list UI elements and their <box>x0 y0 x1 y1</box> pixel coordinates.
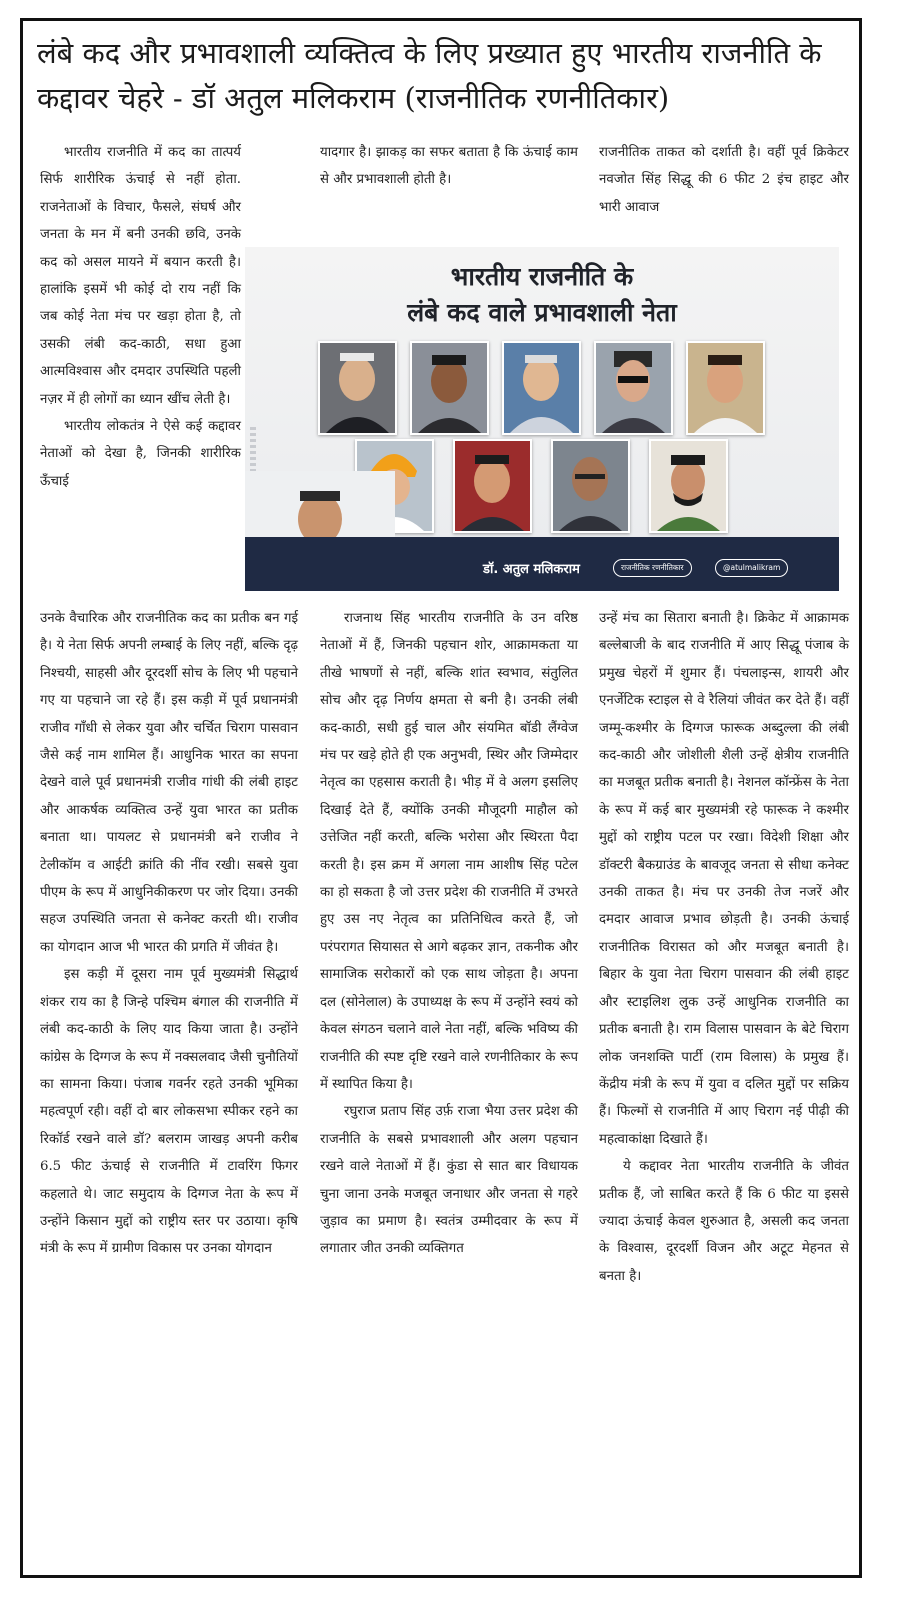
banner-title-line-1: भारतीय राजनीति के <box>450 262 634 291</box>
leader-portrait <box>594 341 673 435</box>
banner-title-line-2: लंबे कद वाले प्रभावशाली नेता <box>407 298 677 327</box>
article-paragraph: भारतीय राजनीति में कद का तात्पर्य सिर्फ शारीरिक ऊंचाई से नहीं होता. राजनेताओं के विचार, फैसले, संघर्ष और जनता के मन में बनी उनकी छवि, उनके कद को असल मायने में बयान करती है। हालांकि इसमें भी कोई दो राय नहीं कि जब कोई नेता मंच पर खड़ा होता है, तो उसकी लंबी कद-काठी, सधा हुआ आत्मविश्वास और दमदार उपस्थिति पहली नज़र में ही लोगों का ध्यान खींच लेती है। <box>40 145 241 407</box>
leader-portrait <box>649 439 728 533</box>
article-column-3-top <box>599 139 849 221</box>
article-column-1-top <box>40 139 241 495</box>
article-paragraph: राजनाथ सिंह भारतीय राजनीति के उन वरिष्ठ नेताओं में हैं, जिनकी पहचान शोर, आक्रामकता या तीखे भाषणों से नहीं, बल्कि शांत स्वभाव, संतुलित सोच और दृढ़ निर्णय क्षमता से बनी है। उनकी लंबी कद-काठी, सधी हुई चाल और संयमित बॉडी लैंग्वेज मंच पर खड़े होते ही एक अनुभवी, स्थिर और जिम्मेदार नेतृत्व का एहसास कराती है। भीड़ में वे अलग इसलिए दिखाई देते हैं, क्योंकि उनकी मौजूदगी माहौल को उत्तेजित नहीं करती, बल्कि भरोसा और स्थिरता पैदा करती है। इस क्रम में अगला नाम आशीष सिंह पटेल का हो सकता है जो उत्तर प्रदेश की राजनीति में उभरते हुए उस नए नेतृत्व का प्रतिनिधित्व करते हैं, जो परंपरागत सियासत से आगे बढ़कर ज्ञान, तकनीक और सामाजिक सरोकारों को एक साथ जोड़ता है। अपना दल (सोनेलाल) के उपाध्यक्ष के रूप में उन्होंने स्वयं को केवल संगठन चलाने वाले नेता नहीं, बल्कि भविष्य की राजनीति की स्पष्ट दृष्टि रखने वाले रणनीतिकार के रूप में स्थापित किया है। <box>320 611 578 1092</box>
article-paragraph: उनके वैचारिक और राजनीतिक कद का प्रतीक बन गई है। ये नेता सिर्फ अपनी लम्बाई के लिए नहीं, बल्कि दृढ़ निश्चयी, साहसी और दूरदर्शी सोच के लिए भी पहचाने गए या पहचाने जा रहे हैं। इस कड़ी में पूर्व प्रधानमंत्री राजीव गाँधी से लेकर युवा और चर्चित चिराग पासवान जैसे कई नाम शामिल हैं। आधुनिक भारत का सपना देखने वाले पूर्व प्रधानमंत्री राजीव गांधी की लंबी हाइट और आकर्षक व्यक्तित्व उन्हें युवा भारत का प्रतीक बनाता था। पायलट से प्रधानमंत्री बने राजीव ने टेलीकॉम व आईटी क्रांति की नींव रखी। सबसे युवा पीएम के रूप में आधुनिकीकरण पर जोर दिया। उनकी सहज उपस्थिति जनता से कनेक्ट करती थी। राजीव का योगदान आज भी भारत की प्रगति में जीवंत है। <box>40 611 298 955</box>
banner-footer-strip <box>245 537 839 591</box>
article-paragraph: ये कद्दावर नेता भारतीय राजनीति के जीवंत प्रतीक हैं, जो साबित करते हैं कि 6 फीट या इससे ज्यादा ऊंचाई केवल शुरुआत है, असली कद जनता के विश्वास, दूरदर्शी विजन और अटूट मेहनत से बनता है। <box>599 1159 849 1284</box>
leader-portrait <box>686 341 765 435</box>
banner-title <box>245 259 839 331</box>
article-column-2-bottom <box>320 605 578 1263</box>
newspaper-clipping <box>20 18 862 1578</box>
leader-portrait <box>453 439 532 533</box>
article-paragraph: भारतीय लोकतंत्र ने ऐसे कई कद्दावर नेताओं को देखा है, जिनकी शारीरिक ऊँचाई <box>40 419 241 489</box>
article-column-1-bottom <box>40 605 298 1263</box>
headline: लंबे कद और प्रभावशाली व्यक्तित्व के लिए प्रख्यात हुए भारतीय राजनीति के कद्दावर चेहरे - डॉ अतुल मलिकराम (राजनीतिक रणनीतिकार) <box>37 36 822 115</box>
author-designation-pill: राजनीतिक रणनीतिकार <box>613 559 692 577</box>
article-paragraph: रघुराज प्रताप सिंह उर्फ़ राजा भैया उत्तर प्रदेश की राजनीति के सबसे प्रभावशाली और अलग पहचान रखने वाले नेताओं में हैं। कुंडा से सात बार विधायक चुना जाना उनके मजबूत जनाधार और जनता से गहरे जुड़ाव का प्रमाण है। स्वतंत्र उम्मीदवार के रूप में लगातार जीत उनकी व्यक्तिगत <box>320 1104 578 1257</box>
leader-portrait <box>410 341 489 435</box>
article-paragraph: यादगार है। झाकड़ का सफर बताता है कि ऊंचाई काम से और प्रभावशाली होती है। <box>320 145 578 188</box>
leader-portrait <box>318 341 397 435</box>
leader-portrait <box>502 341 581 435</box>
article-paragraph: इस कड़ी में दूसरा नाम पूर्व मुख्यमंत्री सिद्धार्थ शंकर राय का है जिन्हे पश्चिम बंगाल की राजनीति में लंबी कद-काठी के लिए याद किया जाता है। उन्होंने कांग्रेस के दिग्गज के रूप में नक्सलवाद जैसी चुनौतियों का सामना किया। पंजाब गवर्नर रहते उनकी भूमिका महत्वपूर्ण रही। वहीं दो बार लोकसभा स्पीकर रहने का रिकॉर्ड रखने वाले डॉ? बलराम जाखड़ अपनी करीब 6.5 फीट ऊंचाई से राजनीति में टावरिंग फिगर कहलाते थे। जाट समुदाय के दिग्गज नेता के रूप में उन्होंने किसान मुद्दों को राष्ट्रीय स्तर पर उठाया। कृषि मंत्री के रूप में ग्रामीण विकास पर उनका योगदान <box>40 967 298 1257</box>
leader-portrait <box>551 439 630 533</box>
author-name: डॉ. अतुल मलिकराम <box>483 562 580 577</box>
article-paragraph: राजनीतिक ताकत को दर्शाती है। वहीं पूर्व क्रिकेटर नवजोत सिंह सिद्धू की 6 फीट 2 इंच हाइट और भारी आवाज <box>599 145 849 215</box>
social-handle-pill: @atulmalikram <box>715 559 788 577</box>
feature-banner-image <box>245 247 839 591</box>
article-paragraph: उन्हें मंच का सितारा बनाती है। क्रिकेट में आक्रामक बल्लेबाजी के बाद राजनीति में आए सिद्धू पंजाब के प्रमुख चेहरों में शुमार हैं। पंचलाइन्स, शायरी और एनर्जेटिक स्टाइल से वे रैलियां जीवंत कर देते हैं। वहीं जम्मू-कश्मीर के दिग्गज फारूक अब्दुल्ला की लंबी कद-काठी और जोशीली शैली उन्हें क्षेत्रीय राजनीति का मजबूत प्रतीक बनाती है। नेशनल कॉन्फ्रेंस के नेता के रूप में कई बार मुख्यमंत्री रहे फारूक ने कश्मीर मुद्दों को राष्ट्रीय पटल पर रखा। विदेशी शिक्षा और डॉक्टरी बैकग्राउंड के बावजूद जनता से सीधा कनेक्ट उनकी ताकत है। मंच पर उनकी तेज नजरें और दमदार आवाज प्रभाव छोड़ती है। उनकी ऊंचाई राजनीतिक विरासत को और मजबूत बनाती है। बिहार के युवा नेता चिराग पासवान की लंबी हाइट और स्टाइलिश लुक उन्हें आधुनिक राजनीति का प्रतीक बनाती है। राम विलास पासवान के बेटे चिराग लोक जनशक्ति पार्टी (राम विलास) के प्रमुख हैं। केंद्रीय मंत्री के रूप में युवा व दलित मुद्दों पर सक्रिय हैं। फिल्मों से राजनीति में आए चिराग नई पीढ़ी की महत्वाकांक्षा दिखाते हैं। <box>599 611 849 1147</box>
article-column-2-top <box>320 139 578 194</box>
article-column-3-bottom <box>599 605 849 1290</box>
